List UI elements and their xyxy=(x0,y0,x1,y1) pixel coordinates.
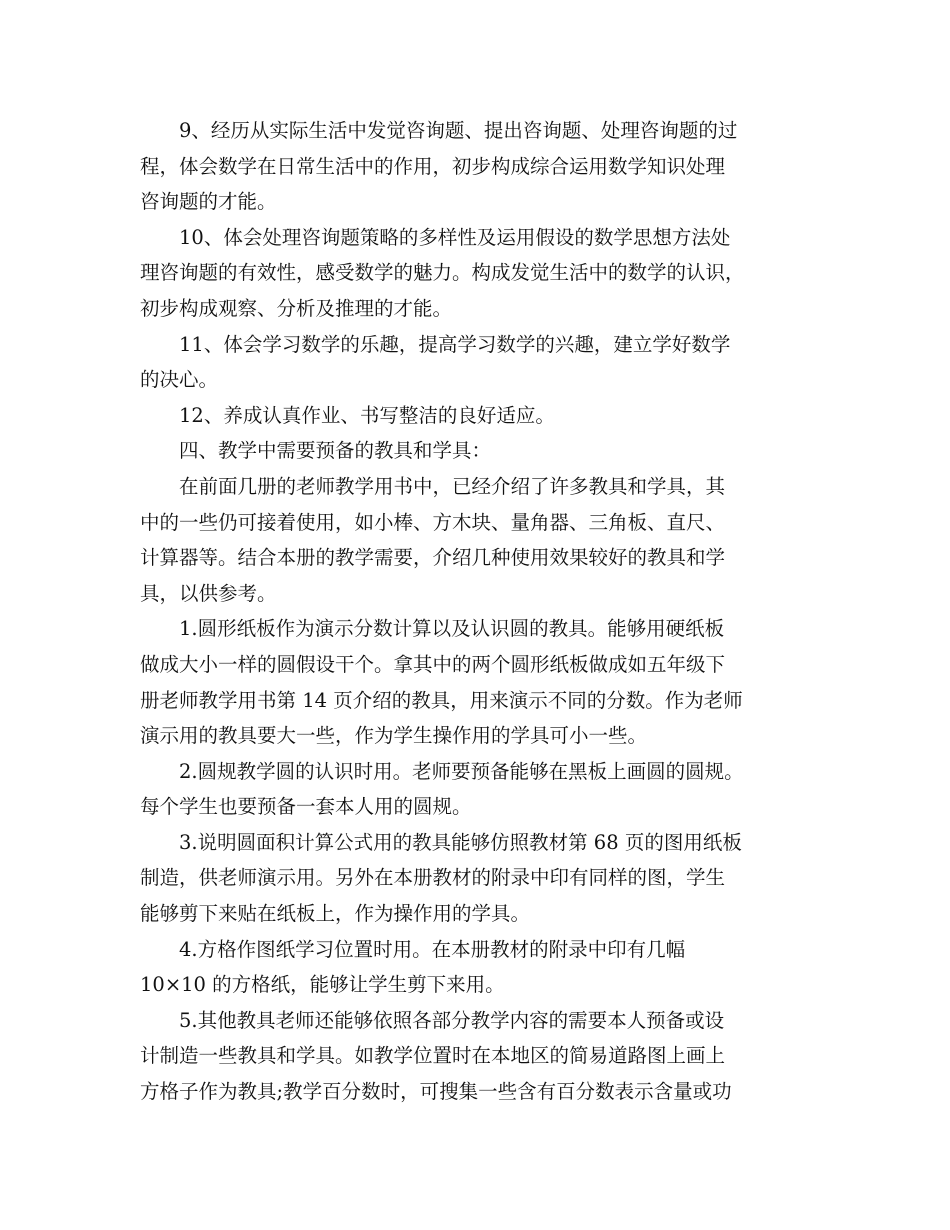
text-line: 方格子作为教具;教学百分数时，可搜集一些含有百分数表示含量或功 xyxy=(140,1080,732,1104)
text-line: 册老师教学用书第 14 页介绍的教具，用来演示不同的分数。作为老师 xyxy=(140,688,743,712)
text-line: 制造，供老师演示用。另外在本册教材的附录中印有同样的图，学生 xyxy=(140,866,726,890)
text-line: 9、经历从实际生活中发觉咨询题、提出咨询题、处理咨询题的过 xyxy=(140,119,738,142)
text-line: 10×10 的方格纸，能够让学生剪下来用。 xyxy=(140,973,505,997)
text-line: 2.圆规教学圆的认识时用。老师要预备能够在黑板上画圆的圆规。 xyxy=(140,759,744,783)
text-line: 中的一些仍可接着使用，如小棒、方木块、量角器、三角板、直尺、 xyxy=(140,510,726,534)
text-line: 在前面几册的老师教学用书中，已经介绍了许多教具和学具，其 xyxy=(140,474,726,498)
text-line: 12、养成认真作业、书写整洁的良好适应。 xyxy=(140,403,555,427)
text-line: 11、体会学习数学的乐趣，提高学习数学的兴趣，建立学好数学 xyxy=(140,332,731,356)
text-line: 初步构成观察、分析及推理的才能。 xyxy=(140,296,453,320)
text-line: 计制造一些教具和学具。如教学位置时在本地区的简易道路图上画上 xyxy=(140,1044,726,1068)
text-line: 计算器等。结合本册的教学需要，介绍几种使用效果较好的教具和学 xyxy=(140,546,726,570)
text-line: 3.说明圆面积计算公式用的教具能够仿照教材第 68 页的图用纸板 xyxy=(140,830,742,854)
text-line: 10、体会处理咨询题策略的多样性及运用假设的数学思想方法处 xyxy=(140,225,731,249)
text-line: 做成大小一样的圆假设干个。拿其中的两个圆形纸板做成如五年级下 xyxy=(140,652,726,676)
text-line: 具，以供参考。 xyxy=(140,581,277,605)
section-heading: 四、教学中需要预备的教具和学具： xyxy=(140,439,492,463)
text-line: 1.圆形纸板作为演示分数计算以及认识圆的教具。能够用硬纸板 xyxy=(140,617,725,641)
document-body xyxy=(140,113,812,1110)
text-line: 4.方格作图纸学习位置时用。在本册教材的附录中印有几幅 xyxy=(140,937,686,961)
text-line: 的决心。 xyxy=(140,368,219,392)
text-line: 演示用的教具要大一些，作为学生操作用的学具可小一些。 xyxy=(140,724,648,748)
text-line: 能够剪下来贴在纸板上，作为操作用的学具。 xyxy=(140,902,531,926)
text-line: 每个学生也要预备一套本人用的圆规。 xyxy=(140,795,472,819)
text-line: 程，体会数学在日常生活中的作用，初步构成综合运用数学知识处理 xyxy=(140,154,726,178)
text-line: 5.其他教具老师还能够依照各部分教学内容的需要本人预备或设 xyxy=(140,1008,725,1032)
text-line: 咨询题的才能。 xyxy=(140,190,277,214)
text-line: 理咨询题的有效性，感受数学的魅力。构成发觉生活中的数学的认识， xyxy=(140,261,745,285)
